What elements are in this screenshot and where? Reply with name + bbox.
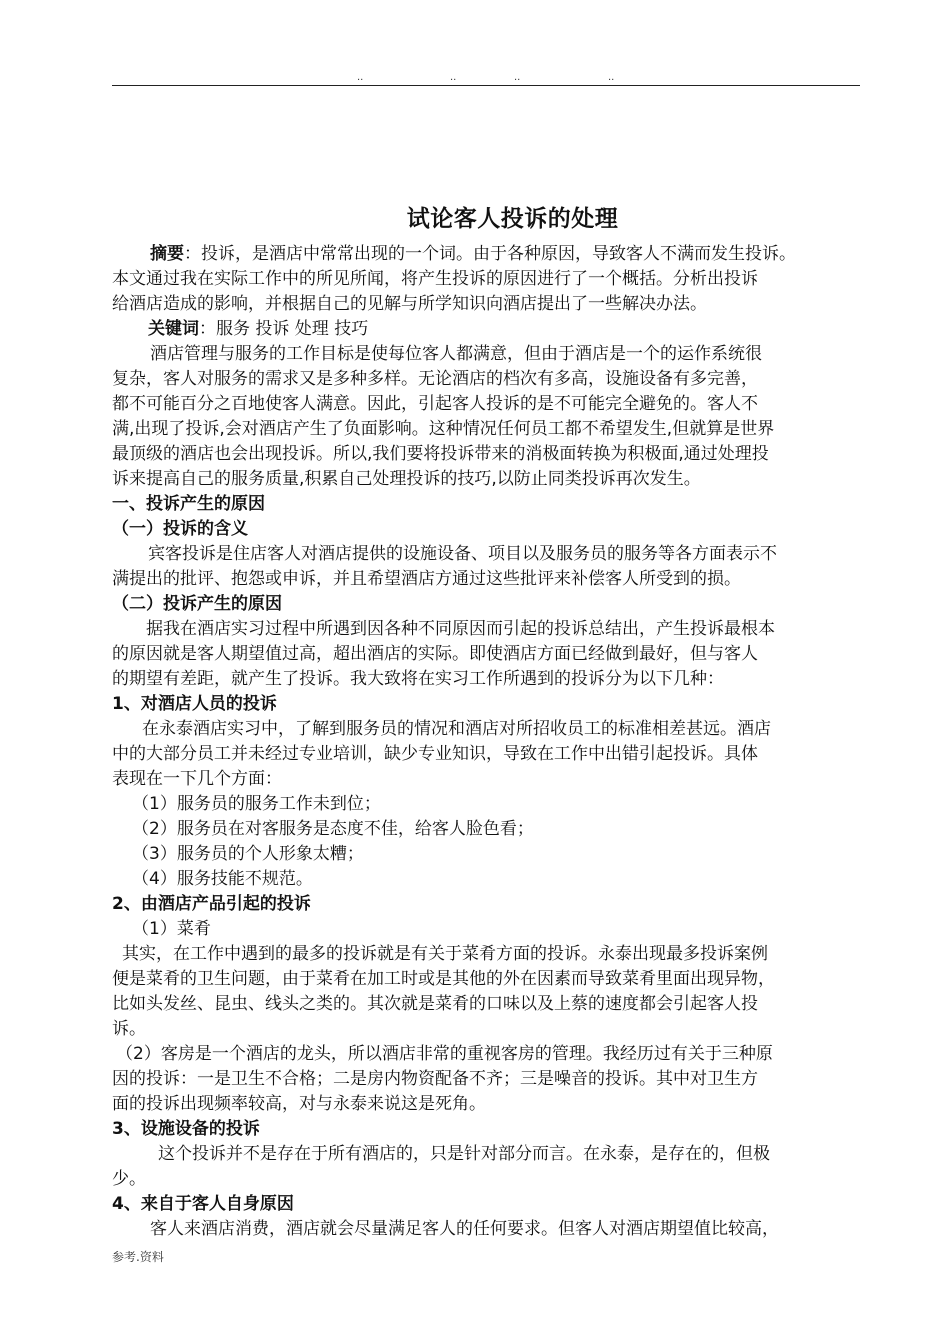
paragraph-line: 客人来酒店消费，酒店就会尽量满足客人的任何要求。但客人对酒店期望值比较高， [150, 1219, 779, 1239]
point-heading: 2、由酒店产品引起的投诉 [112, 894, 311, 914]
subsection-heading: （二）投诉产生的原因 [112, 594, 282, 614]
list-item: （3）服务员的个人形象太糟； [132, 844, 364, 864]
paragraph-line: 表现在一下几个方面： [112, 769, 282, 789]
abstract-line: 摘要：投诉，是酒店中常常出现的一个词。由于各种原因，导致客人不满而发生投诉。 [150, 244, 796, 264]
keywords-label: 关键词 [148, 319, 199, 339]
paragraph-line: （2）客房是一个酒店的龙头，所以酒店非常的重视客房的管理。我经历过有关于三种原 [116, 1044, 773, 1064]
intro-line: 复杂，客人对服务的需求又是多种多样。无论酒店的档次有多高，设施设备有多完善， [112, 369, 758, 389]
paragraph-line: 的原因就是客人期望值过高，超出酒店的实际。即使酒店方面已经做到最好，但与客人 [112, 644, 758, 664]
paragraph-line: 在永泰酒店实习中，了解到服务员的情况和酒店对所招收员工的标准相差甚远。酒店 [142, 719, 771, 739]
paragraph-line: 的期望有差距，就产生了投诉。我大致将在实习工作所遇到的投诉分为以下几种： [112, 669, 724, 689]
point-heading: 3、设施设备的投诉 [112, 1119, 260, 1139]
paragraph-line: 比如头发丝、昆虫、线头之类的。其次就是菜肴的口味以及上蔡的速度都会引起客人投 [112, 994, 758, 1014]
intro-line: 满,出现了投诉,会对酒店产生了负面影响。这种情况任何员工都不希望发生,但就算是世界 [112, 419, 775, 439]
header-mark: .. [608, 72, 615, 83]
document-body [112, 242, 872, 1242]
list-item: （1）服务员的服务工作未到位； [132, 794, 381, 814]
header-mark: .. [514, 72, 521, 83]
subsection-heading: （一）投诉的含义 [112, 519, 248, 539]
list-item: （1）菜肴 [132, 919, 211, 939]
paragraph-line: 因的投诉：一是卫生不合格；二是房内物资配备不齐；三是噪音的投诉。其中对卫生方 [112, 1069, 758, 1089]
paragraph-line: 面的投诉出现频率较高，对与永泰来说这是死角。 [112, 1094, 486, 1114]
point-heading: 4、来自于客人自身原因 [112, 1194, 294, 1214]
page-header-marks [0, 72, 950, 86]
paragraph-line: 满提出的批评、抱怨或申诉，并且希望酒店方通过这些批评来补偿客人所受到的损。 [112, 569, 741, 589]
paragraph-line: 据我在酒店实习过程中所遇到因各种不同原因而引起的投诉总结出，产生投诉最根本 [146, 619, 775, 639]
abstract-line: 给酒店造成的影响，并根据自己的见解与所学知识向酒店提出了一些解决办法。 [112, 294, 707, 314]
paragraph-line: 中的大部分员工并未经过专业培训，缺少专业知识，导致在工作中出错引起投诉。具体 [112, 744, 758, 764]
abstract-line: 本文通过我在实际工作中的所见所闻，将产生投诉的原因进行了一个概括。分析出投诉 [112, 269, 758, 289]
header-mark: .. [450, 72, 457, 83]
point-heading: 1、对酒店人员的投诉 [112, 694, 277, 714]
header-mark: .. [357, 72, 364, 83]
paragraph-line: 便是菜肴的卫生问题，由于菜肴在加工时或是其他的外在因素而导致菜肴里面出现异物， [112, 969, 775, 989]
intro-line: 最顶级的酒店也会出现投诉。所以,我们要将投诉带来的消极面转换为积极面,通过处理投 [112, 444, 769, 464]
list-item: （2）服务员在对客服务是态度不佳，给客人脸色看； [132, 819, 534, 839]
list-item: （4）服务技能不规范。 [132, 869, 313, 889]
paragraph-line: 宾客投诉是住店客人对酒店提供的设施设备、项目以及服务员的服务等各方面表示不 [148, 544, 777, 564]
section-heading: 一、投诉产生的原因 [112, 494, 265, 514]
intro-line: 酒店管理与服务的工作目标是使每位客人都满意，但由于酒店是一个的运作系统很 [150, 344, 762, 364]
page-footer: 参考.资料 [112, 1250, 164, 1264]
intro-line: 诉来提高自己的服务质量,积累自己处理投诉的技巧,以防止同类投诉再次发生。 [112, 469, 701, 489]
keywords-line: 关键词：服务 投诉 处理 技巧 [148, 319, 369, 339]
abstract-label: 摘要 [150, 244, 184, 264]
paragraph-line: 这个投诉并不是存在于所有酒店的，只是针对部分而言。在永泰，是存在的，但极 [158, 1144, 770, 1164]
paragraph-line: 诉。 [112, 1019, 146, 1039]
paragraph-line: 少。 [112, 1169, 146, 1189]
document-title: 试论客人投诉的处理 [406, 206, 619, 232]
paragraph-line: 其实，在工作中遇到的最多的投诉就是有关于菜肴方面的投诉。永泰出现最多投诉案例 [122, 944, 768, 964]
header-rule [112, 85, 860, 86]
intro-line: 都不可能百分之百地使客人满意。因此，引起客人投诉的是不可能完全避免的。客人不 [112, 394, 758, 414]
